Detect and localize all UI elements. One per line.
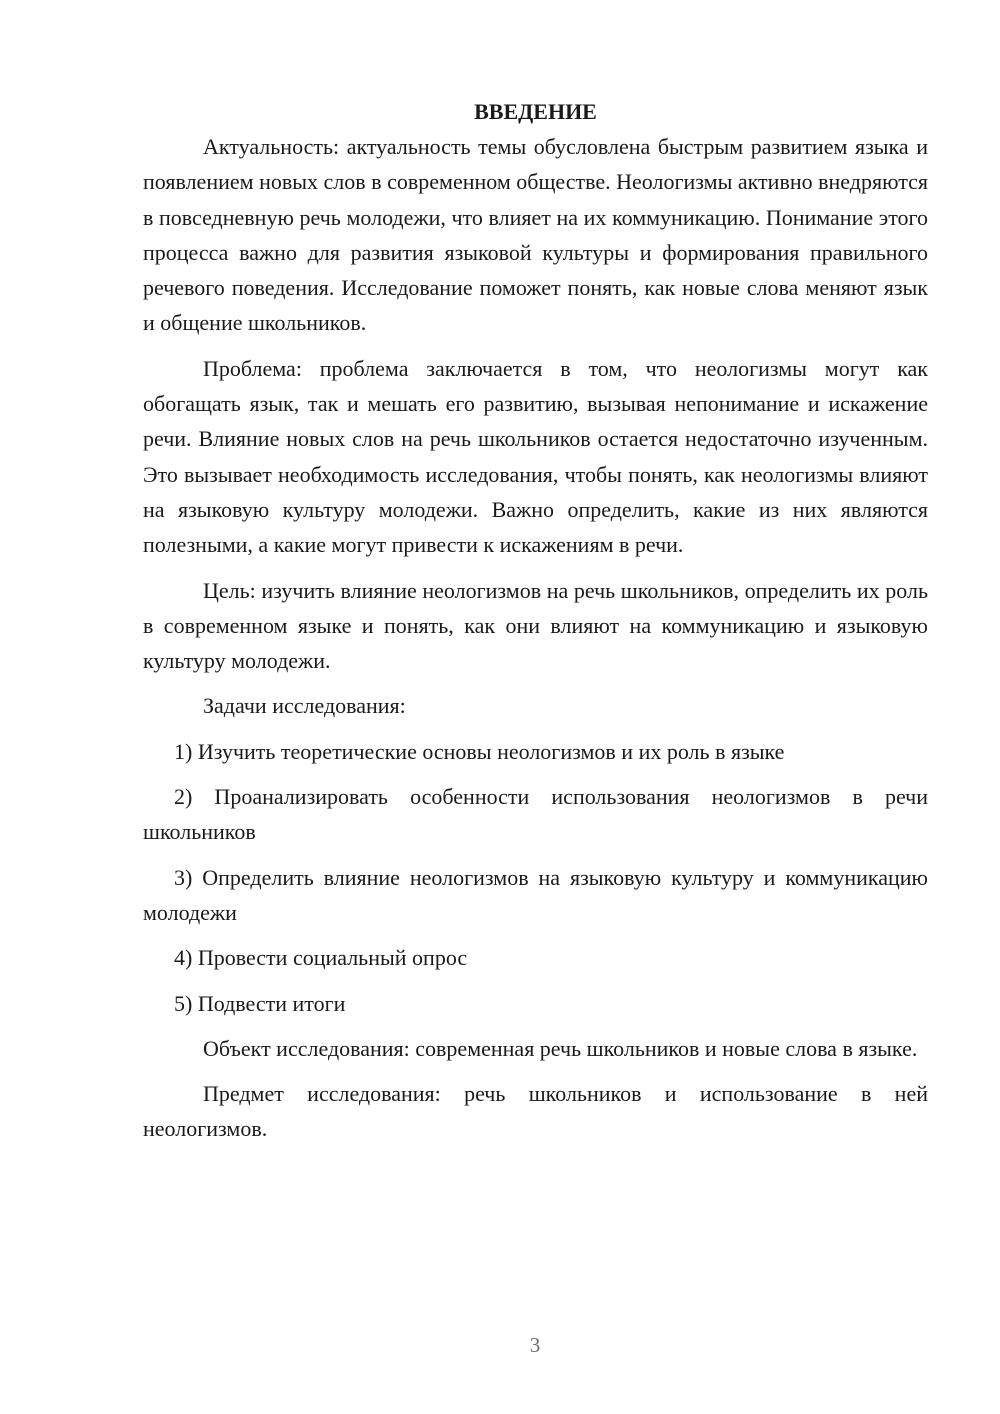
section-title: ВВЕДЕНИЕ: [474, 99, 597, 124]
relevance-paragraph: Актуальность: актуальность темы обусловлена быстрым развитием языка и появлением новых слов в современном обществе. Неологизмы активно внедряются в повседневную речь молодежи, что влияет на их коммуникацию. Понимание этого процесса важно для развития языковой культуры и формирования правильного речевого поведения. Исследование поможет понять, как новые слова меняют язык и общение школьников.: [143, 134, 928, 336]
task-item-5: 5) Подвести итоги: [174, 990, 346, 1016]
task-item-2: 2) Проанализировать особенности использования неологизмов в речи школьников: [143, 784, 928, 845]
subject-paragraph: Предмет исследования: речь школьников и использование в ней неологизмов.: [143, 1081, 928, 1142]
goal-paragraph: Цель: изучить влияние неологизмов на речь школьников, определить их роль в современном языке и понять, как они влияют на коммуникацию и языковую культуру молодежи.: [143, 577, 928, 674]
task-item-4: 4) Провести социальный опрос: [174, 945, 468, 971]
object-paragraph: Объект исследования: современная речь школьников и новые слова в языке.: [203, 1035, 918, 1061]
task-item-1: 1) Изучить теоретические основы неологизмов и их роль в языке: [174, 738, 785, 764]
task-item-3: 3) Определить влияние неологизмов на языковую культуру и коммуникацию молодежи: [143, 864, 928, 925]
page-number: 3: [529, 1333, 541, 1357]
document-page: [143, 94, 928, 1147]
tasks-heading: Задачи исследования:: [203, 693, 406, 719]
problem-paragraph: Проблема: проблема заключается в том, что неологизмы могут как обогащать язык, так и мешать его развитию, вызывая непонимание и искажение речи. Влияние новых слов на речь школьников остается недостаточно изученным. Это вызывает необходимость исследования, чтобы понять, как неологизмы влияют на языковую культуру молодежи. Важно определить, какие из них являются полезными, а какие могут привести к искажениям в речи.: [143, 355, 928, 558]
